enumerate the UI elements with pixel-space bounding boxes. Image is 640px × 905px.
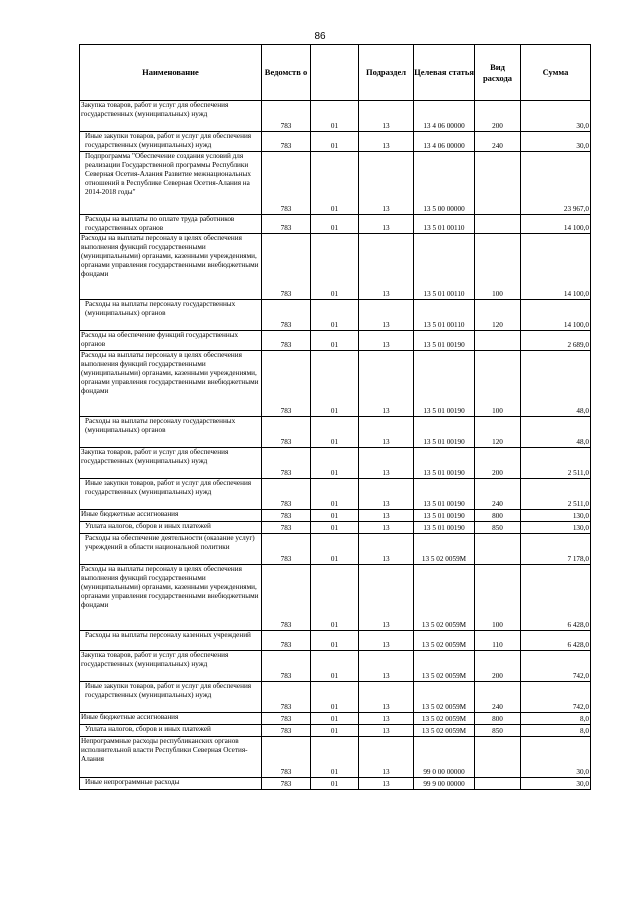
- row-type: [475, 331, 521, 351]
- row-subsection: 13: [359, 101, 414, 132]
- row-subsection: 13: [359, 448, 414, 479]
- row-dept: 783: [262, 565, 311, 631]
- row-section: 01: [311, 682, 359, 713]
- row-subsection: 13: [359, 510, 414, 522]
- row-sum: 742,0: [521, 651, 591, 682]
- table-row: [80, 725, 591, 737]
- row-sum: 30,0: [521, 737, 591, 778]
- header-section: [311, 45, 359, 101]
- row-dept: 783: [262, 479, 311, 510]
- row-name: Закупка товаров, работ и услуг для обеспечения государственных (муниципальных) нужд: [80, 651, 262, 682]
- table-row: [80, 651, 591, 682]
- row-subsection: 13: [359, 725, 414, 737]
- row-type: 850: [475, 522, 521, 534]
- row-subsection: 13: [359, 682, 414, 713]
- row-section: 01: [311, 300, 359, 331]
- row-subsection: 13: [359, 300, 414, 331]
- table-row: [80, 101, 591, 132]
- row-target: 13 4 06 00000: [414, 101, 475, 132]
- row-target: 13 5 01 00110: [414, 300, 475, 331]
- table-row: [80, 534, 591, 565]
- row-target: 13 5 02 0059М: [414, 725, 475, 737]
- row-dept: 783: [262, 101, 311, 132]
- row-type: [475, 778, 521, 790]
- row-name: Уплата налогов, сборов и иных платежей: [80, 522, 262, 534]
- row-target: 13 5 00 00000: [414, 152, 475, 215]
- row-type: 100: [475, 565, 521, 631]
- row-subsection: 13: [359, 152, 414, 215]
- table-row: [80, 152, 591, 215]
- row-type: 110: [475, 631, 521, 651]
- table-row: [80, 737, 591, 778]
- table-row: [80, 713, 591, 725]
- row-target: 13 5 01 00190: [414, 448, 475, 479]
- row-subsection: 13: [359, 215, 414, 234]
- table-row: [80, 479, 591, 510]
- row-dept: 783: [262, 737, 311, 778]
- row-section: 01: [311, 132, 359, 152]
- header-name: Наименование: [80, 45, 262, 101]
- page-number: 86: [314, 31, 326, 42]
- row-name: Иные непрограммные расходы: [80, 778, 262, 790]
- table-row: [80, 778, 591, 790]
- row-subsection: 13: [359, 331, 414, 351]
- row-subsection: 13: [359, 631, 414, 651]
- row-sum: 2 511,0: [521, 479, 591, 510]
- row-sum: 30,0: [521, 778, 591, 790]
- table-row: [80, 448, 591, 479]
- row-name: Расходы на выплаты по оплате труда работников государственных органов: [80, 215, 262, 234]
- row-type: [475, 534, 521, 565]
- table-row: [80, 331, 591, 351]
- row-sum: 7 178,0: [521, 534, 591, 565]
- row-name: Расходы на выплаты персоналу государственных (муниципальных) органов: [80, 417, 262, 448]
- row-target: 13 4 06 00000: [414, 132, 475, 152]
- row-sum: 14 100,0: [521, 215, 591, 234]
- row-dept: 783: [262, 300, 311, 331]
- table-body: [80, 101, 591, 790]
- row-dept: 783: [262, 534, 311, 565]
- row-type: [475, 737, 521, 778]
- row-dept: 783: [262, 331, 311, 351]
- row-subsection: 13: [359, 534, 414, 565]
- row-name: Непрограммные расходы республиканских органов исполнительной власти Республики Северная Осетия-Алания: [80, 737, 262, 778]
- row-type: 100: [475, 234, 521, 300]
- row-section: 01: [311, 448, 359, 479]
- row-type: 240: [475, 479, 521, 510]
- table-row: [80, 132, 591, 152]
- row-target: 13 5 01 00190: [414, 522, 475, 534]
- row-subsection: 13: [359, 351, 414, 417]
- header-subsection: Подраздел: [359, 45, 414, 101]
- row-subsection: 13: [359, 234, 414, 300]
- row-name: Иные закупки товаров, работ и услуг для обеспечения государственных (муниципальных) нужд: [80, 682, 262, 713]
- row-sum: 742,0: [521, 682, 591, 713]
- row-section: 01: [311, 331, 359, 351]
- row-sum: 30,0: [521, 132, 591, 152]
- row-subsection: 13: [359, 651, 414, 682]
- row-dept: 783: [262, 725, 311, 737]
- row-name: Иные бюджетные ассигнования: [80, 713, 262, 725]
- row-section: 01: [311, 101, 359, 132]
- row-type: 800: [475, 713, 521, 725]
- row-sum: 14 100,0: [521, 234, 591, 300]
- row-name: Расходы на выплаты персоналу государственных (муниципальных) органов: [80, 300, 262, 331]
- table-row: [80, 234, 591, 300]
- row-name: Закупка товаров, работ и услуг для обеспечения государственных (муниципальных) нужд: [80, 101, 262, 132]
- row-section: 01: [311, 778, 359, 790]
- row-type: 120: [475, 300, 521, 331]
- row-section: 01: [311, 510, 359, 522]
- row-dept: 783: [262, 417, 311, 448]
- row-dept: 783: [262, 713, 311, 725]
- row-sum: 8,0: [521, 713, 591, 725]
- row-type: 120: [475, 417, 521, 448]
- row-dept: 783: [262, 510, 311, 522]
- row-subsection: 13: [359, 565, 414, 631]
- row-dept: 783: [262, 682, 311, 713]
- row-section: 01: [311, 565, 359, 631]
- row-name: Расходы на обеспечение деятельности (оказание услуг) учреждений в области национальной политики: [80, 534, 262, 565]
- row-section: 01: [311, 713, 359, 725]
- row-target: 13 5 02 0059М: [414, 565, 475, 631]
- row-sum: 8,0: [521, 725, 591, 737]
- table-row: [80, 215, 591, 234]
- row-section: 01: [311, 534, 359, 565]
- table-row: [80, 522, 591, 534]
- row-section: 01: [311, 215, 359, 234]
- row-target: 99 0 00 00000: [414, 737, 475, 778]
- row-target: 13 5 01 00110: [414, 215, 475, 234]
- table-header-row: [80, 45, 591, 101]
- row-sum: 2 511,0: [521, 448, 591, 479]
- row-target: 99 9 00 00000: [414, 778, 475, 790]
- row-section: 01: [311, 234, 359, 300]
- row-name: Расходы на выплаты персоналу казенных учреждений: [80, 631, 262, 651]
- row-subsection: 13: [359, 479, 414, 510]
- row-target: 13 5 01 00110: [414, 234, 475, 300]
- row-sum: 130,0: [521, 510, 591, 522]
- row-section: 01: [311, 737, 359, 778]
- row-dept: 783: [262, 631, 311, 651]
- row-target: 13 5 02 0059М: [414, 534, 475, 565]
- row-dept: 783: [262, 215, 311, 234]
- row-target: 13 5 01 00190: [414, 331, 475, 351]
- row-dept: 783: [262, 651, 311, 682]
- row-dept: 783: [262, 351, 311, 417]
- table-row: [80, 300, 591, 331]
- row-type: [475, 152, 521, 215]
- row-section: 01: [311, 417, 359, 448]
- row-section: 01: [311, 479, 359, 510]
- row-type: 800: [475, 510, 521, 522]
- row-sum: 30,0: [521, 101, 591, 132]
- row-target: 13 5 01 00190: [414, 479, 475, 510]
- row-name: Подпрограмма "Обеспечение создания условий для реализации Государственной программы Республики Северная Осетия-Алания Развитие межнациональных отношений в Республике Северная Осетия-Алания на 2014-2018 годы": [80, 152, 262, 215]
- header-sum: Сумма: [521, 45, 591, 101]
- row-sum: 6 428,0: [521, 565, 591, 631]
- row-sum: 23 967,0: [521, 152, 591, 215]
- row-section: 01: [311, 522, 359, 534]
- row-type: 200: [475, 448, 521, 479]
- row-type: 200: [475, 651, 521, 682]
- row-subsection: 13: [359, 778, 414, 790]
- row-target: 13 5 01 00190: [414, 351, 475, 417]
- row-sum: 2 689,0: [521, 331, 591, 351]
- budget-table: [79, 44, 591, 790]
- row-type: 100: [475, 351, 521, 417]
- row-subsection: 13: [359, 737, 414, 778]
- row-name: Иные закупки товаров, работ и услуг для обеспечения государственных (муниципальных) нужд: [80, 479, 262, 510]
- header-target: Целевая статья: [414, 45, 475, 101]
- row-sum: 14 100,0: [521, 300, 591, 331]
- row-section: 01: [311, 651, 359, 682]
- row-name: Иные закупки товаров, работ и услуг для обеспечения государственных (муниципальных) нужд: [80, 132, 262, 152]
- row-subsection: 13: [359, 417, 414, 448]
- table-row: [80, 510, 591, 522]
- row-type: 240: [475, 682, 521, 713]
- row-subsection: 13: [359, 522, 414, 534]
- table-row: [80, 351, 591, 417]
- row-target: 13 5 02 0059М: [414, 713, 475, 725]
- row-type: 200: [475, 101, 521, 132]
- row-name: Расходы на обеспечение функций государственных органов: [80, 331, 262, 351]
- row-sum: 48,0: [521, 417, 591, 448]
- row-type: [475, 215, 521, 234]
- row-sum: 130,0: [521, 522, 591, 534]
- row-dept: 783: [262, 132, 311, 152]
- table-row: [80, 631, 591, 651]
- table-row: [80, 565, 591, 631]
- row-section: 01: [311, 631, 359, 651]
- row-dept: 783: [262, 448, 311, 479]
- row-target: 13 5 02 0059М: [414, 631, 475, 651]
- row-name: Расходы на выплаты персоналу в целях обеспечения выполнения функций государственными (муниципальными) органами, казенными учреждениями, органами управления государственными внебюджетными фондами: [80, 351, 262, 417]
- row-type: 240: [475, 132, 521, 152]
- row-type: 850: [475, 725, 521, 737]
- row-section: 01: [311, 725, 359, 737]
- row-target: 13 5 02 0059М: [414, 651, 475, 682]
- row-dept: 783: [262, 234, 311, 300]
- row-sum: 6 428,0: [521, 631, 591, 651]
- row-subsection: 13: [359, 713, 414, 725]
- row-name: Уплата налогов, сборов и иных платежей: [80, 725, 262, 737]
- row-section: 01: [311, 351, 359, 417]
- row-dept: 783: [262, 152, 311, 215]
- row-target: 13 5 01 00190: [414, 417, 475, 448]
- header-dept: Ведомств о: [262, 45, 311, 101]
- row-target: 13 5 01 00190: [414, 510, 475, 522]
- row-subsection: 13: [359, 132, 414, 152]
- row-section: 01: [311, 152, 359, 215]
- table-row: [80, 682, 591, 713]
- row-name: Иные бюджетные ассигнования: [80, 510, 262, 522]
- row-name: Закупка товаров, работ и услуг для обеспечения государственных (муниципальных) нужд: [80, 448, 262, 479]
- row-target: 13 5 02 0059М: [414, 682, 475, 713]
- header-type: Вид расхода: [475, 45, 521, 101]
- row-name: Расходы на выплаты персоналу в целях обеспечения выполнения функций государственными (муниципальными) органами, казенными учреждениями, органами управления государственными внебюджетными фондами: [80, 234, 262, 300]
- row-dept: 783: [262, 522, 311, 534]
- row-dept: 783: [262, 778, 311, 790]
- table-row: [80, 417, 591, 448]
- row-sum: 48,0: [521, 351, 591, 417]
- row-name: Расходы на выплаты персоналу в целях обеспечения выполнения функций государственными (муниципальными) органами, казенными учреждениями, органами управления государственными внебюджетными фондами: [80, 565, 262, 631]
